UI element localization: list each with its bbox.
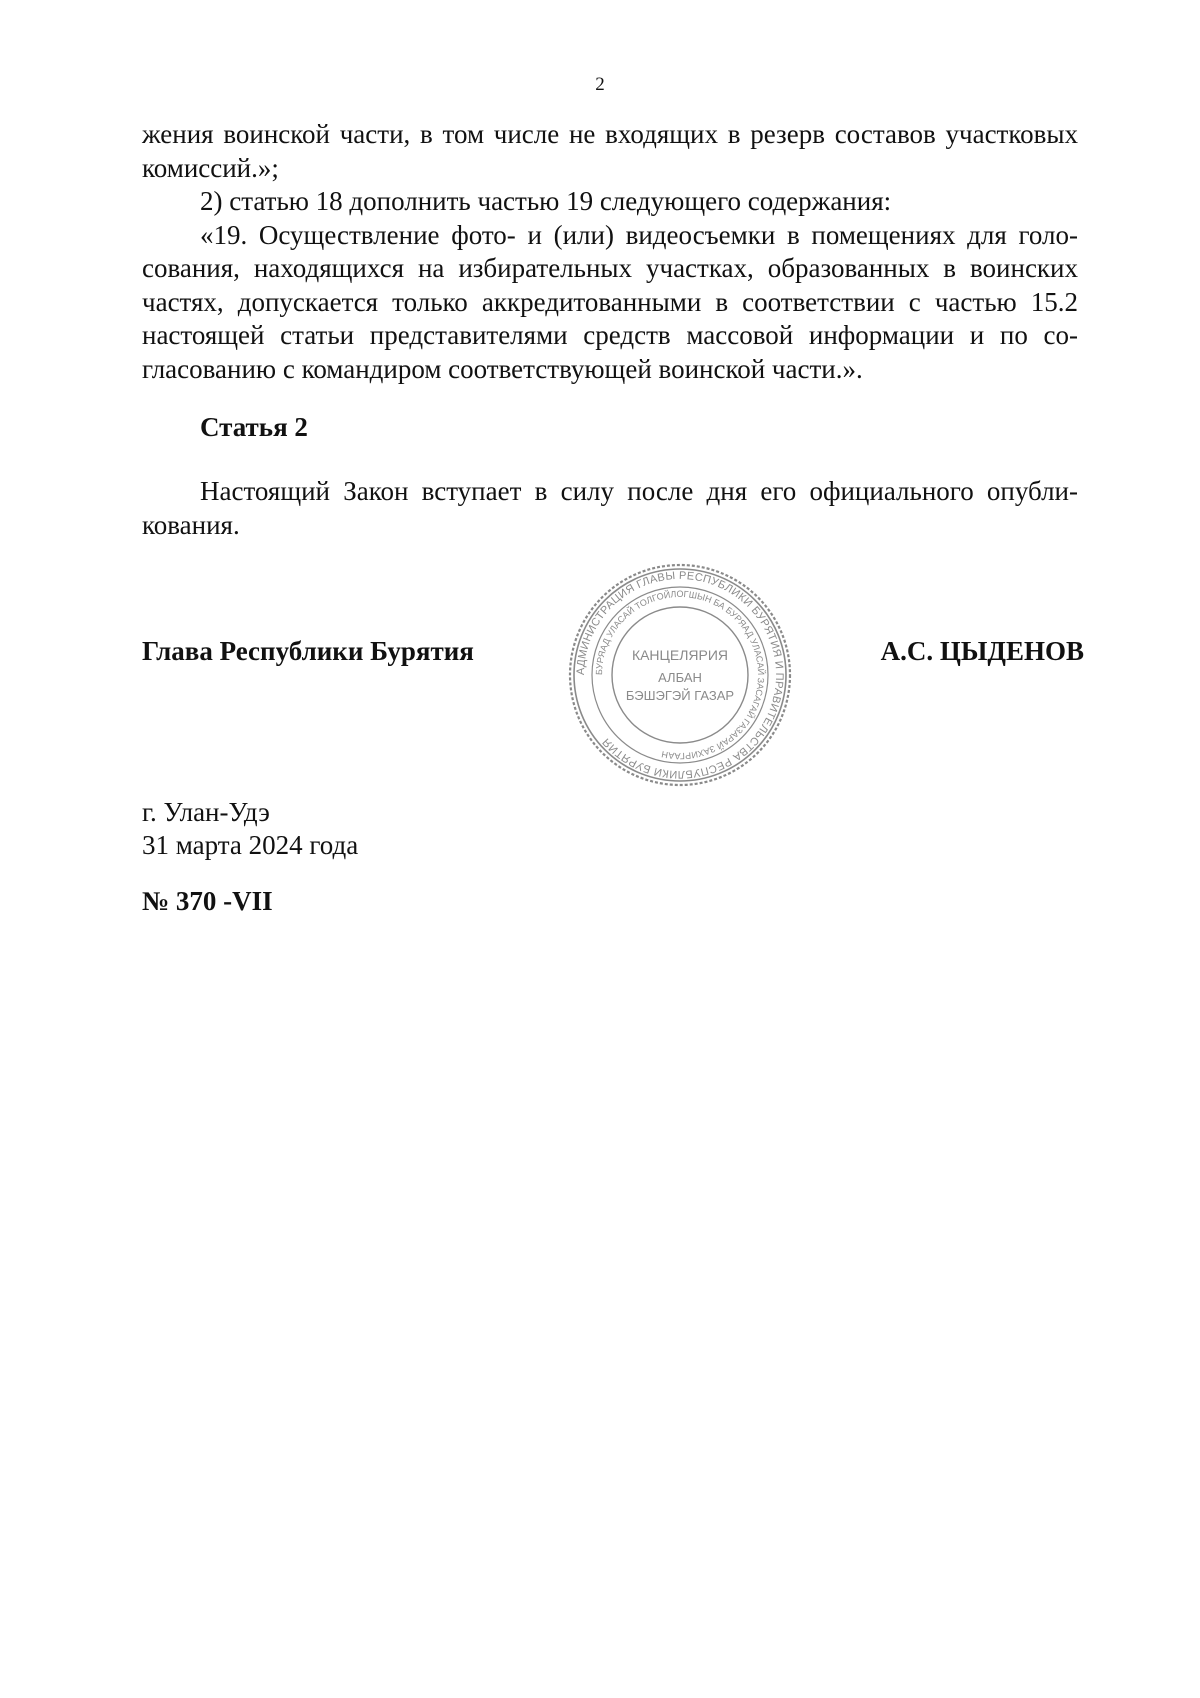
document-number: № 370 -VII (142, 886, 273, 916)
paragraph-amendment-item: 2) статью 18 дополнить частью 19 следующего содержания: (200, 186, 892, 216)
signing-place: г. Улан-Удэ (142, 797, 270, 827)
seal-outer-text: АДМИНИСТРАЦИЯ ГЛАВЫ РЕСПУБЛИКИ БУРЯТИЯ И ПРАВИТЕЛЬСТВА РЕСПУБЛИКИ БУРЯТИЯ (574, 569, 786, 781)
paragraph-continuation: жения воинской части, в том числе не входящих в резерв составов участковых комиссий.»; (142, 119, 1078, 183)
seal-center-line2: АЛБАН (658, 670, 702, 685)
signer-name: А.С. ЦЫДЕНОВ (880, 636, 1084, 666)
official-seal-stamp (565, 560, 795, 790)
seal-center-line1: КАНЦЕЛЯРИЯ (631, 647, 729, 663)
seal-center-line3: БЭШЭГЭЙ ГАЗАР (625, 688, 735, 703)
article-text: Настоящий Закон вступает в силу после дня его официального опубликования. (142, 476, 1078, 540)
signer-title: Глава Республики Бурятия (142, 636, 474, 666)
paragraph-amendment-text: «19. Осуществление фото- и (или) видеосъемки в помещениях для голосования, находящихся на избирательных участках, образованных в воинских частях, допускается только аккредитованными в соответствии с частью 15.2 настоящей статьи представителями средств массовой информации и по согласованию с командиром соответствующей воинской части.». (142, 219, 1078, 384)
seal-inner-text: БУРЯАД УЛАСАЙ ТОЛГОЙЛОГШЫН БА БУРЯАД УЛАСАЙ ЗАСАГАЙ ГАЗАРАЙ ЗАХИРГААН (593, 588, 767, 762)
article-heading: Статья 2 (200, 412, 308, 442)
law-text-body (142, 118, 1078, 386)
signing-date: 31 марта 2024 года (142, 830, 359, 860)
page-number: 2 (595, 74, 605, 95)
